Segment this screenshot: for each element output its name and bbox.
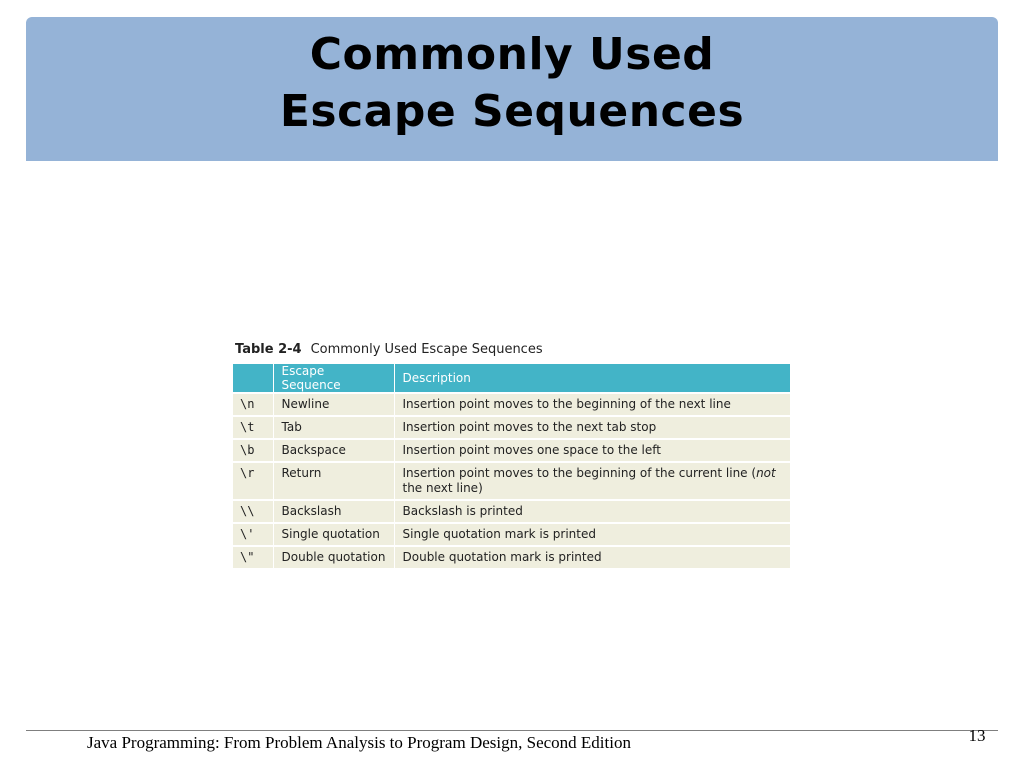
slide-title [0, 26, 1024, 140]
escape-name-cell: Backslash [273, 500, 394, 523]
table-row [233, 500, 790, 523]
escape-code-cell: \' [233, 523, 273, 546]
escape-name-cell: Return [273, 462, 394, 500]
table-row [233, 393, 790, 416]
escape-sequence-table [233, 364, 790, 568]
escape-description-cell: Insertion point moves one space to the left [394, 439, 790, 462]
escape-code-cell: \b [233, 439, 273, 462]
table-row [233, 546, 790, 568]
description-text-part: Insertion point moves to the beginning of the current line ( [402, 466, 757, 480]
escape-description-cell: Insertion point moves to the beginning of the next line [394, 393, 790, 416]
escape-code-cell: \n [233, 393, 273, 416]
escape-description-cell: Single quotation mark is printed [394, 523, 790, 546]
escape-name-cell: Tab [273, 416, 394, 439]
footer-divider [26, 730, 998, 731]
escape-name-cell: Backspace [273, 439, 394, 462]
page-number: 13 [968, 726, 986, 745]
escape-name-cell: Double quotation [273, 546, 394, 568]
escape-code-cell: \" [233, 546, 273, 568]
slide-title-line-2: Escape Sequences [279, 86, 745, 137]
column-header-description: Description [394, 364, 790, 393]
table-caption-number: Table 2-4 [235, 342, 302, 357]
escape-code-cell: \t [233, 416, 273, 439]
description-emphasis: not [756, 466, 776, 480]
table-row [233, 523, 790, 546]
escape-description-cell: Insertion point moves to the next tab stop [394, 416, 790, 439]
escape-name-cell: Newline [273, 393, 394, 416]
table-row [233, 462, 790, 500]
column-header-code [233, 364, 273, 393]
escape-code-cell: \r [233, 462, 273, 500]
table-row [233, 416, 790, 439]
escape-description-cell: Double quotation mark is printed [394, 546, 790, 568]
slide-title-line-1: Commonly Used [309, 29, 715, 80]
escape-description-cell: Backslash is printed [394, 500, 790, 523]
escape-description-cell [394, 462, 790, 500]
table-header-row [233, 364, 790, 393]
table-caption [235, 342, 543, 357]
footer-text: Java Programming: From Problem Analysis to Program Design, Second Edition [87, 733, 631, 752]
table-row [233, 439, 790, 462]
escape-name-cell: Single quotation [273, 523, 394, 546]
description-text-part: the next line) [402, 481, 483, 495]
table-caption-title: Commonly Used Escape Sequences [310, 342, 543, 357]
escape-code-cell: \\ [233, 500, 273, 523]
column-header-escape-sequence: Escape Sequence [273, 364, 394, 393]
